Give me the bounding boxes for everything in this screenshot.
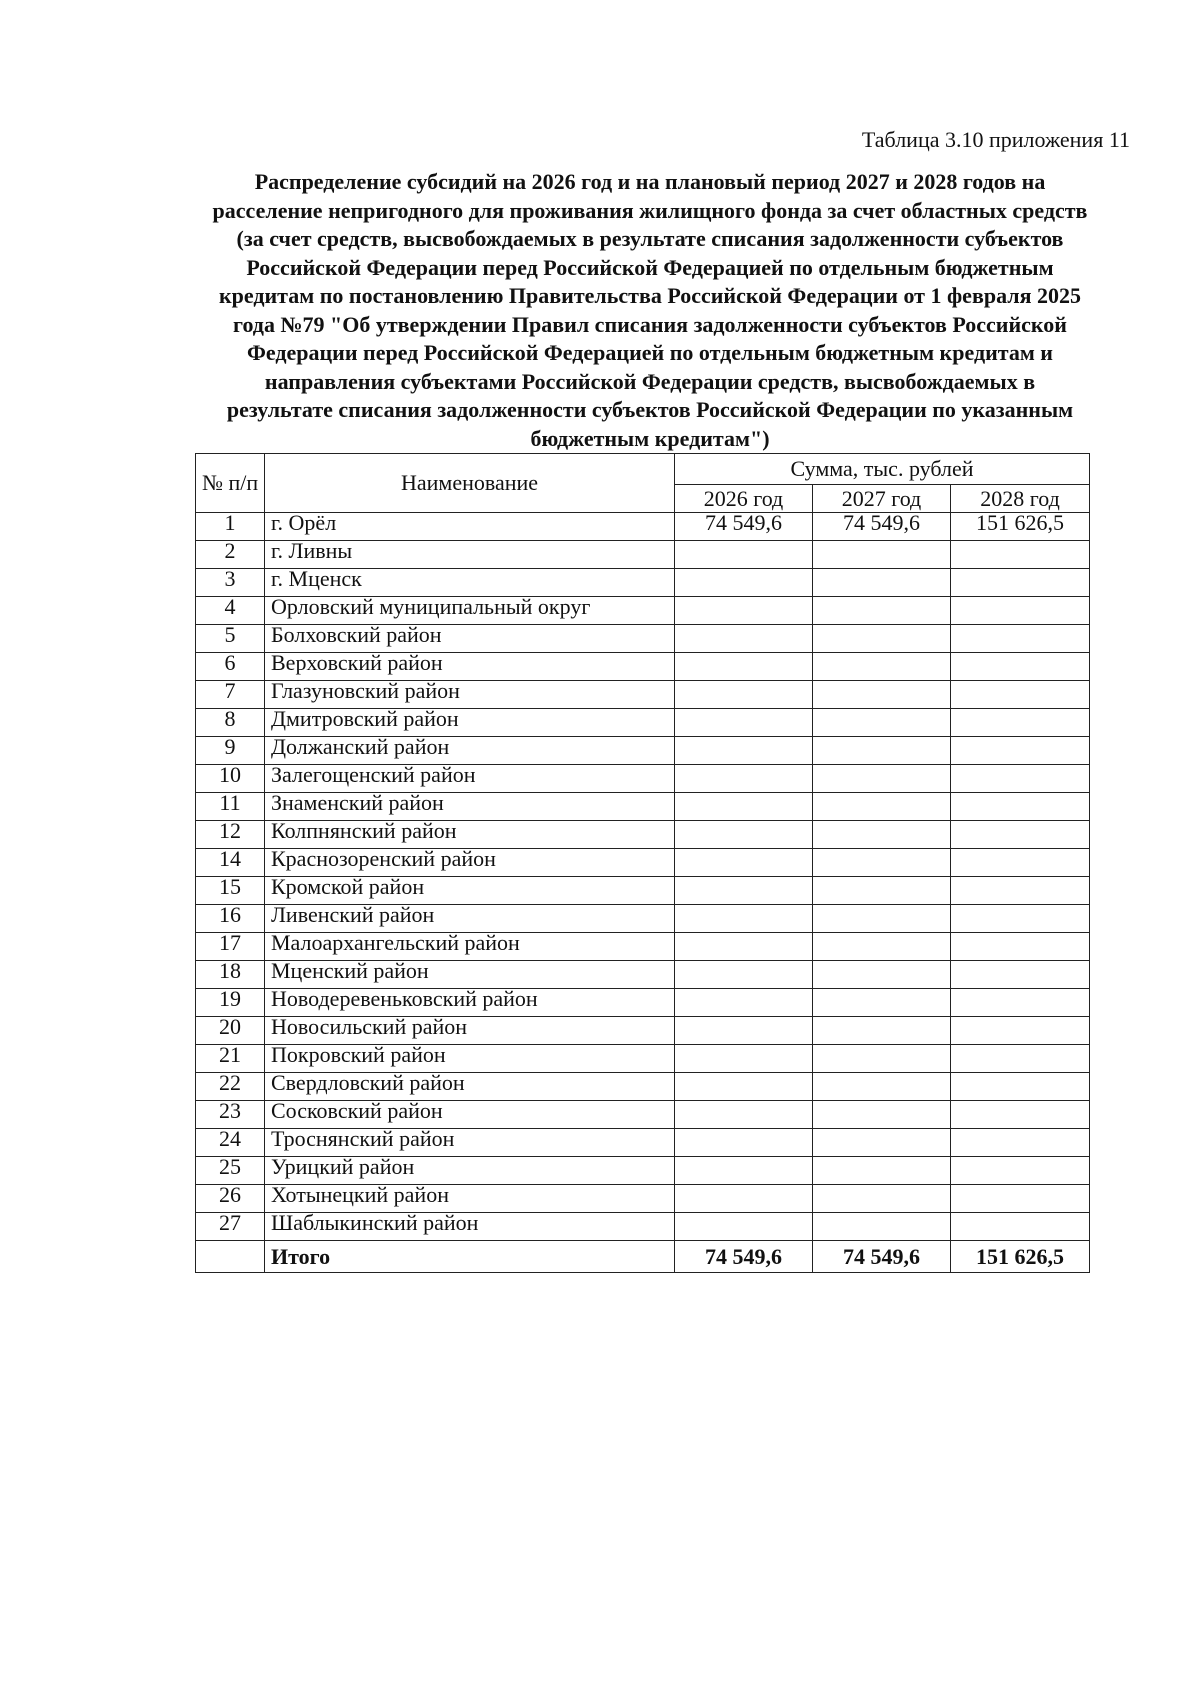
row-number: 17 — [196, 933, 265, 961]
row-value-2028 — [951, 625, 1090, 653]
row-number: 22 — [196, 1073, 265, 1101]
row-value-2026 — [675, 849, 813, 877]
row-number: 3 — [196, 569, 265, 597]
table-row — [196, 1157, 1090, 1185]
row-name: Верховский район — [265, 653, 675, 681]
row-value-2028 — [951, 961, 1090, 989]
header-sum: Сумма, тыс. рублей — [675, 454, 1090, 485]
row-value-2028 — [951, 793, 1090, 821]
row-value-2026 — [675, 597, 813, 625]
title-line: Распределение субсидий на 2026 год и на плановый период 2027 и 2028 годов на — [254, 169, 1046, 194]
row-value-2027 — [813, 1185, 951, 1213]
row-name: Троснянский район — [265, 1129, 675, 1157]
row-value-2028 — [951, 1101, 1090, 1129]
row-value-2028 — [951, 821, 1090, 849]
row-value-2027 — [813, 849, 951, 877]
row-number: 14 — [196, 849, 265, 877]
table-row — [196, 933, 1090, 961]
row-value-2026 — [675, 1101, 813, 1129]
row-value-2027 — [813, 821, 951, 849]
row-number: 8 — [196, 709, 265, 737]
row-name: Свердловский район — [265, 1073, 675, 1101]
row-name: Урицкий район — [265, 1157, 675, 1185]
row-value-2028 — [951, 1157, 1090, 1185]
row-name: Мценский район — [265, 961, 675, 989]
row-name: Дмитровский район — [265, 709, 675, 737]
row-value-2026 — [675, 1045, 813, 1073]
row-value-2027 — [813, 653, 951, 681]
title-line: расселение непригодного для проживания жилищного фонда за счет областных средств — [212, 197, 1088, 223]
table-reference: Таблица 3.10 приложения 11 — [861, 127, 1130, 152]
document-title — [160, 168, 1140, 453]
row-value-2028 — [951, 989, 1090, 1017]
row-name: Кромской район — [265, 877, 675, 905]
row-value-2027 — [813, 681, 951, 709]
total-value-2027: 74 549,6 — [813, 1241, 951, 1273]
row-name: Глазуновский район — [265, 681, 675, 709]
row-number: 26 — [196, 1185, 265, 1213]
row-value-2027 — [813, 933, 951, 961]
row-value-2026 — [675, 625, 813, 653]
row-value-2026 — [675, 709, 813, 737]
table-row — [196, 541, 1090, 569]
total-row — [196, 1241, 1090, 1273]
header-year-2027: 2027 год — [813, 485, 951, 513]
total-number — [196, 1241, 265, 1273]
row-value-2028 — [951, 1185, 1090, 1213]
title-line: результате списания задолженности субъектов Российской Федерации по указанным — [226, 397, 1074, 422]
table-row — [196, 1129, 1090, 1157]
row-value-2027 — [813, 541, 951, 569]
row-value-2026 — [675, 1073, 813, 1101]
row-name: Новосильский район — [265, 1017, 675, 1045]
row-number: 25 — [196, 1157, 265, 1185]
row-value-2028 — [951, 737, 1090, 765]
table-row — [196, 597, 1090, 625]
row-value-2028 — [951, 765, 1090, 793]
row-value-2027 — [813, 1073, 951, 1101]
row-value-2028 — [951, 877, 1090, 905]
row-value-2026 — [675, 1129, 813, 1157]
row-value-2027 — [813, 877, 951, 905]
header-year-2028: 2028 год — [951, 485, 1090, 513]
row-value-2026 — [675, 933, 813, 961]
row-name: Малоархангельский район — [265, 933, 675, 961]
row-name: г. Орёл — [265, 513, 675, 541]
row-name: Знаменский район — [265, 793, 675, 821]
row-value-2028 — [951, 849, 1090, 877]
row-number: 27 — [196, 1213, 265, 1241]
row-name: Сосковский район — [265, 1101, 675, 1129]
table-row — [196, 1073, 1090, 1101]
total-value-2026: 74 549,6 — [675, 1241, 813, 1273]
row-value-2026 — [675, 765, 813, 793]
header-number: № п/п — [196, 454, 265, 513]
row-name: Должанский район — [265, 737, 675, 765]
row-value-2027 — [813, 1017, 951, 1045]
row-number: 6 — [196, 653, 265, 681]
row-number: 18 — [196, 961, 265, 989]
table-row — [196, 625, 1090, 653]
row-value-2026 — [675, 541, 813, 569]
table-row — [196, 737, 1090, 765]
row-value-2027 — [813, 1129, 951, 1157]
row-value-2027 — [813, 625, 951, 653]
header-year-2026: 2026 год — [675, 485, 813, 513]
row-name: Краснозоренский район — [265, 849, 675, 877]
row-number: 10 — [196, 765, 265, 793]
row-value-2026 — [675, 1185, 813, 1213]
table-row — [196, 989, 1090, 1017]
table-row — [196, 709, 1090, 737]
table-row — [196, 765, 1090, 793]
table-row — [196, 849, 1090, 877]
row-number: 2 — [196, 541, 265, 569]
table-row — [196, 877, 1090, 905]
row-value-2028 — [951, 653, 1090, 681]
row-value-2026 — [675, 877, 813, 905]
table-row — [196, 1045, 1090, 1073]
row-number: 24 — [196, 1129, 265, 1157]
row-value-2027 — [813, 569, 951, 597]
row-value-2027 — [813, 905, 951, 933]
table-row — [196, 681, 1090, 709]
row-value-2028 — [951, 1213, 1090, 1241]
title-line: Федерации перед Российской Федерацией по отдельным бюджетным кредитам и — [247, 340, 1053, 365]
row-value-2028 — [951, 1129, 1090, 1157]
row-value-2026 — [675, 1017, 813, 1045]
row-value-2028: 151 626,5 — [951, 513, 1090, 541]
title-line: бюджетным кредитам") — [530, 425, 770, 451]
total-value-2028: 151 626,5 — [951, 1241, 1090, 1273]
row-value-2027 — [813, 989, 951, 1017]
row-value-2027 — [813, 737, 951, 765]
row-value-2027 — [813, 1045, 951, 1073]
row-value-2027: 74 549,6 — [813, 513, 951, 541]
row-value-2028 — [951, 569, 1090, 597]
row-value-2027 — [813, 1213, 951, 1241]
table-row — [196, 1185, 1090, 1213]
row-number: 19 — [196, 989, 265, 1017]
table-row — [196, 961, 1090, 989]
title-line: кредитам по постановлению Правительства Российской Федерации от 1 февраля 2025 — [218, 283, 1082, 308]
row-value-2026 — [675, 681, 813, 709]
table-row — [196, 1213, 1090, 1241]
row-value-2028 — [951, 1073, 1090, 1101]
row-number: 5 — [196, 625, 265, 653]
table-row — [196, 1017, 1090, 1045]
row-value-2028 — [951, 1017, 1090, 1045]
row-value-2028 — [951, 933, 1090, 961]
row-value-2026: 74 549,6 — [675, 513, 813, 541]
title-line: Российской Федерации перед Российской Федерацией по отдельным бюджетным — [246, 254, 1054, 280]
row-name: Орловский муниципальный округ — [265, 597, 675, 625]
table-row — [196, 653, 1090, 681]
row-value-2026 — [675, 961, 813, 989]
row-value-2027 — [813, 765, 951, 793]
table-row — [196, 1101, 1090, 1129]
row-value-2027 — [813, 1101, 951, 1129]
table-row — [196, 821, 1090, 849]
row-value-2028 — [951, 709, 1090, 737]
row-value-2026 — [675, 989, 813, 1017]
row-number: 15 — [196, 877, 265, 905]
row-value-2028 — [951, 905, 1090, 933]
row-name: Хотынецкий район — [265, 1185, 675, 1213]
row-value-2028 — [951, 597, 1090, 625]
row-number: 12 — [196, 821, 265, 849]
table-row — [196, 793, 1090, 821]
table-header-row — [196, 454, 1090, 485]
row-name: Болховский район — [265, 625, 675, 653]
row-number: 1 — [196, 513, 265, 541]
row-name: г. Ливны — [265, 541, 675, 569]
header-name: Наименование — [265, 454, 675, 513]
row-name: г. Мценск — [265, 569, 675, 597]
row-value-2026 — [675, 569, 813, 597]
row-number: 11 — [196, 793, 265, 821]
row-name: Залегощенский район — [265, 765, 675, 793]
table-row — [196, 905, 1090, 933]
row-name: Новодеревеньковский район — [265, 989, 675, 1017]
row-value-2026 — [675, 1157, 813, 1185]
row-value-2026 — [675, 793, 813, 821]
row-value-2027 — [813, 793, 951, 821]
row-value-2027 — [813, 709, 951, 737]
row-number: 23 — [196, 1101, 265, 1129]
title-line: направления субъектами Российской Федерации средств, высвобождаемых в — [264, 368, 1036, 394]
row-value-2028 — [951, 541, 1090, 569]
row-number: 4 — [196, 597, 265, 625]
row-value-2026 — [675, 905, 813, 933]
row-name: Покровский район — [265, 1045, 675, 1073]
row-value-2028 — [951, 681, 1090, 709]
row-number: 20 — [196, 1017, 265, 1045]
row-value-2026 — [675, 1213, 813, 1241]
row-name: Колпнянский район — [265, 821, 675, 849]
row-value-2027 — [813, 597, 951, 625]
row-value-2026 — [675, 821, 813, 849]
row-value-2028 — [951, 1045, 1090, 1073]
total-label: Итого — [265, 1241, 675, 1273]
row-value-2026 — [675, 737, 813, 765]
row-name: Шаблыкинский район — [265, 1213, 675, 1241]
table-row — [196, 513, 1090, 541]
row-name: Ливенский район — [265, 905, 675, 933]
table-row — [196, 569, 1090, 597]
title-line: (за счет средств, высвобождаемых в результате списания задолженности субъектов — [236, 226, 1064, 251]
title-line: года №79 "Об утверждении Правил списания задолженности субъектов Российской — [233, 311, 1067, 337]
row-number: 7 — [196, 681, 265, 709]
row-number: 9 — [196, 737, 265, 765]
row-number: 16 — [196, 905, 265, 933]
table-body — [196, 513, 1090, 1273]
row-value-2026 — [675, 653, 813, 681]
row-value-2027 — [813, 961, 951, 989]
row-value-2027 — [813, 1157, 951, 1185]
row-number: 21 — [196, 1045, 265, 1073]
subsidy-table — [195, 453, 1090, 1273]
